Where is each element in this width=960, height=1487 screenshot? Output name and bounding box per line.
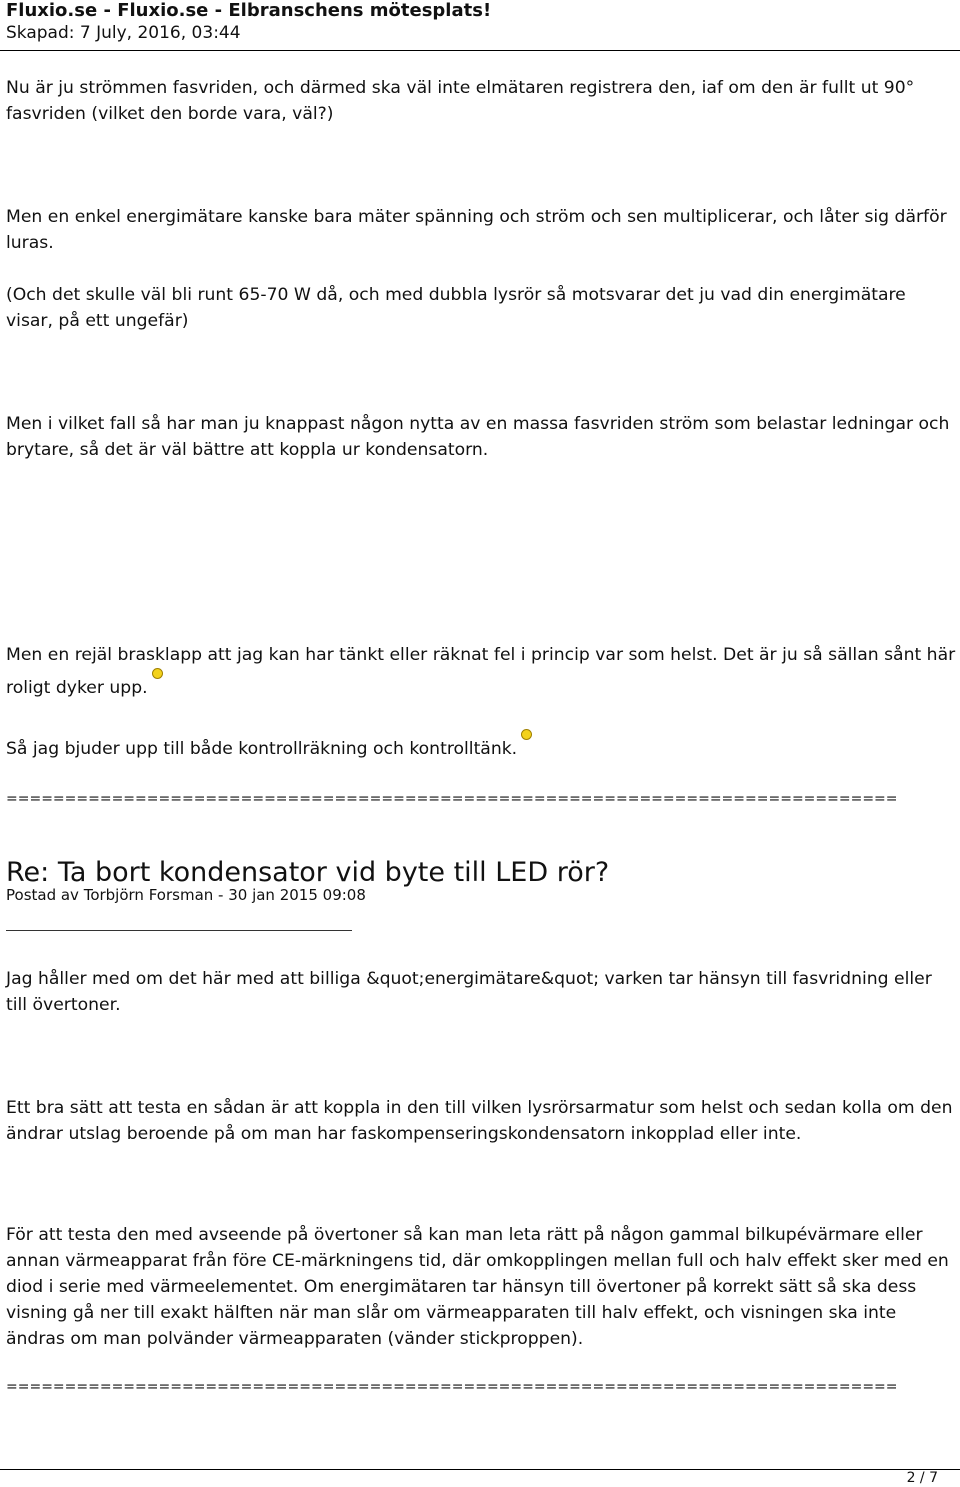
smiley-icon: [521, 729, 532, 740]
header-divider: [0, 50, 960, 51]
paragraph-3: (Och det skulle väl bli runt 65-70 W då, och med dubbla lysrör så motsvarar det ju vad din energimätare visar, på ett ungefär): [6, 285, 906, 331]
paragraph-5-text: Men en rejäl brasklapp att jag kan har tänkt eller räknat fel i princip var som helst. Det är ju så sällan sånt här roligt dyker upp.: [6, 645, 956, 698]
paragraph-6: [6, 729, 956, 762]
paragraph-4: Men i vilket fall så har man ju knappast någon nytta av en massa fasvriden ström som belastar ledningar och brytare, så det är väl bättre att koppla ur kondensatorn.: [6, 414, 950, 460]
paragraph-6-text: Så jag bjuder upp till både kontrollräkning och kontrolltänk.: [6, 739, 518, 759]
post-meta: Postad av Torbjörn Forsman - 30 jan 2015 09:08: [6, 886, 366, 904]
post-paragraph-2: Ett bra sätt att testa en sådan är att koppla in den till vilken lysrörsarmatur som helst och sedan kolla om den ändrar utslag beroende på om man har faskompenseringskondensatorn inkopplad eller inte.: [6, 1098, 953, 1144]
footer-divider: [0, 1469, 960, 1470]
separator-line: ============================================================================: [6, 791, 898, 807]
created-timestamp: Skapad: 7 July, 2016, 03:44: [6, 23, 241, 43]
post-title: Re: Ta bort kondensator vid byte till LED rör?: [6, 857, 610, 888]
paragraph-1: Nu är ju strömmen fasvriden, och därmed ska väl inte elmätaren registrera den, iaf om den är fullt ut 90° fasvriden (vilket den borde vara, väl?): [6, 78, 915, 124]
page-number: 2 / 7: [906, 1470, 938, 1486]
post-paragraph-1: Jag håller med om det här med att billiga &quot;energimätare&quot; varken tar hänsyn till fasvridning eller till övertoner.: [6, 969, 932, 1015]
separator-line-bottom: ============================================================================: [6, 1379, 898, 1395]
paragraph-2: Men en enkel energimätare kanske bara mäter spänning och ström och sen multiplicerar, och låter sig därför luras.: [6, 207, 947, 253]
paragraph-5: [6, 642, 956, 701]
smiley-icon: [152, 668, 163, 679]
signature-divider: [6, 930, 352, 931]
site-title: Fluxio.se - Fluxio.se - Elbranschens mötesplats!: [6, 0, 492, 21]
post-paragraph-3: För att testa den med avseende på övertoner så kan man leta rätt på någon gammal bilkupévärmare eller annan värmeapparat från före CE-märkningens tid, där omkopplingen mellan full och halv effekt sker med en diod i serie med värmeelementet. Om energimätaren tar hänsyn till övertoner på korrekt sätt så ska dess visning gå ner till exakt hälften när man slår om värmeapparaten till halv effekt, och visningen ska inte ändras om man polvänder värmeapparaten (vänder stickproppen).: [6, 1225, 949, 1349]
